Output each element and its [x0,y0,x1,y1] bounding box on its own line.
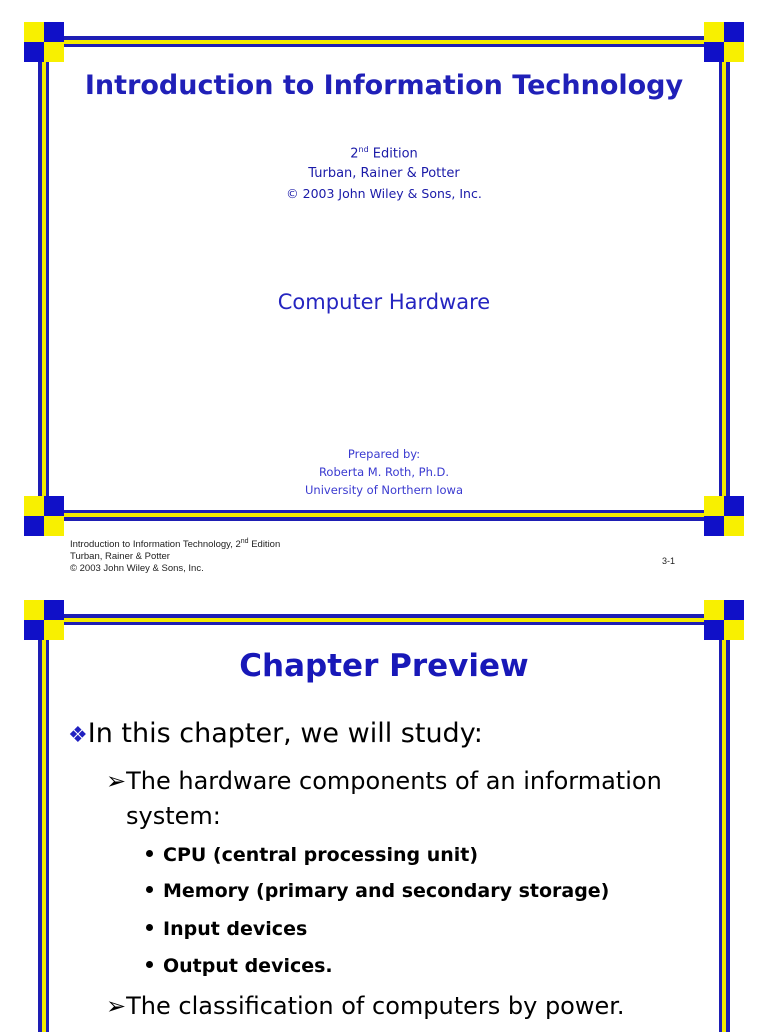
footer-text-a: Introduction to Information Technology, 2 [70,539,241,551]
prepared-by-label: Prepared by: [347,447,421,461]
corner-top-right [704,600,744,640]
edition-number: 2 [350,146,359,162]
list-item [146,955,333,977]
corner-bottom-right [704,496,744,536]
copyright: © 2003 John Wiley & Sons, Inc. [286,186,482,201]
footer-line-3: © 2003 John Wiley & Sons, Inc. [70,563,204,575]
edition-word: Edition [368,146,418,162]
preparer-name: Roberta M. Roth, Ph.D. [318,465,450,479]
slide-subtitle: Computer Hardware [277,290,491,314]
bullet-level-2-b [106,989,625,1024]
frame-top-inner [44,44,724,47]
dot-bullet-icon [146,850,153,857]
list-item-text: Input devices [163,918,308,940]
footer-text-b: Edition [248,539,281,551]
arrow-bullet-icon: ➢ [106,992,127,1020]
level-2-a-line-1: The hardware components of an information [126,767,662,795]
list-item [146,880,609,902]
arrow-bullet-icon: ➢ [106,767,127,795]
frame-right-border [726,44,730,514]
frame-top-inner [44,622,724,625]
list-item-text: CPU (central processing unit) [163,844,479,866]
level-2-a-line-2: system: [126,802,221,830]
dot-bullet-icon [146,961,153,968]
edition-superscript: nd [358,145,369,154]
bullet-level-2-a [106,764,662,834]
list-item-text: Memory (primary and secondary storage) [163,880,610,902]
university-name: University of Northern Iowa [305,483,463,497]
list-item [146,844,478,866]
slide-footer [70,536,280,575]
frame-left-inner [46,44,49,514]
frame-bottom-inner [44,517,724,521]
footer-line-1 [70,536,280,551]
bullet-level-1 [68,718,483,749]
dot-bullet-icon [146,886,153,893]
footer-line-2: Turban, Rainer & Potter [70,551,170,563]
edition-line [0,145,768,161]
diamond-bullet-icon: ❖ [68,723,88,748]
corner-top-left [24,600,64,640]
authors: Turban, Rainer & Potter [308,166,460,181]
footer-superscript: nd [240,538,249,545]
slide-title: Chapter Preview [239,648,529,684]
corner-top-left [24,22,64,62]
slide-2 [0,580,768,1024]
list-item-text: Output devices. [163,955,333,977]
corner-bottom-left [24,496,64,536]
slide-title: Introduction to Information Technology [84,70,684,101]
list-item [146,918,307,940]
slide-number: 3-1 [662,556,676,566]
dot-bullet-icon [146,924,153,931]
corner-top-right [704,22,744,62]
level-1-text: In this chapter, we will study: [87,718,483,749]
level-2-b-text: The classification of computers by power. [126,992,625,1020]
